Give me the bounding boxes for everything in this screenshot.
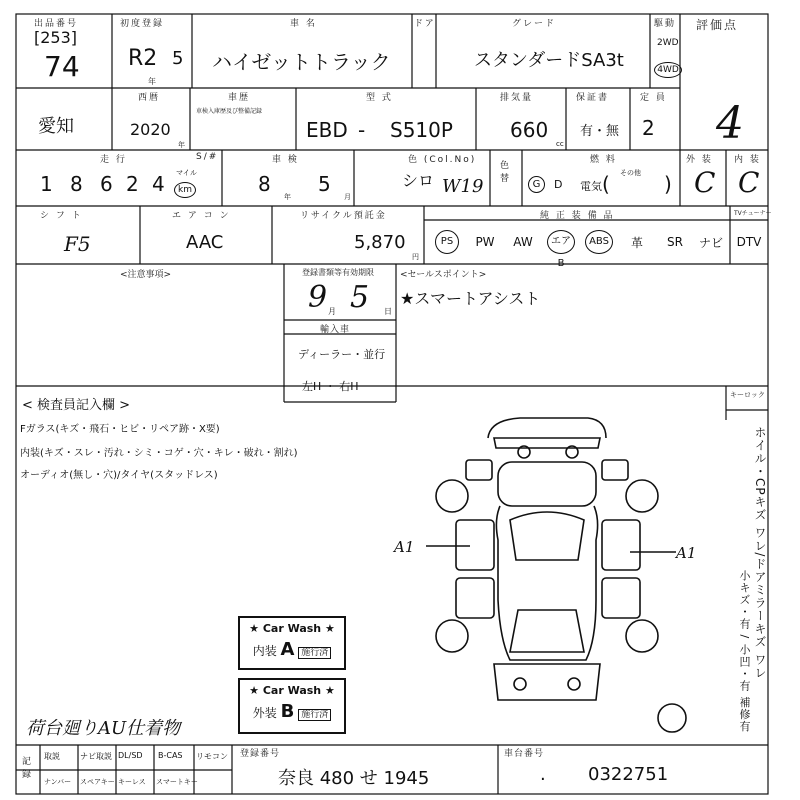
car-wash-exterior-grade: B xyxy=(280,701,295,722)
color-change-label: 色替 xyxy=(500,161,510,184)
exterior-value: C xyxy=(694,166,716,199)
deadline-month-unit: 月 xyxy=(328,307,336,316)
inspector-line-1: Fガラス(キズ・飛石・ヒビ・リペア跡・X要) xyxy=(20,424,220,435)
capacity-value: 2 xyxy=(642,116,655,140)
inspector-handwritten-note: 荷台廻りAU仕着物 xyxy=(26,718,181,739)
recycle-fee-label: リサイクル預託金 xyxy=(300,211,387,221)
handwritten-score: 4 xyxy=(716,98,744,149)
deadline-day: 5 xyxy=(350,280,370,315)
fuel-d: D xyxy=(554,178,563,191)
car-wash-badge: ★ Car Wash ★ xyxy=(249,622,335,635)
color-code-handwritten: W19 xyxy=(442,176,484,197)
interior-value: C xyxy=(738,166,760,199)
year-unit: 年 xyxy=(178,141,185,149)
shift-label: シ フ ト xyxy=(40,211,83,221)
mileage-digit-2: 8 xyxy=(70,172,83,196)
equipment-navi: ナビ xyxy=(698,235,723,250)
color-label: 色 (Col.No) xyxy=(408,155,477,165)
diagram-mark-right: A1 xyxy=(676,544,697,562)
plate-value: 奈良 480 せ 1945 xyxy=(278,768,430,789)
option-remote: リモコン xyxy=(196,752,228,761)
fuel-paren-close: ) xyxy=(664,172,672,196)
shaken-month-unit: 月 xyxy=(344,193,351,201)
footer-row-label: 記録 xyxy=(22,757,32,780)
sales-label: <セールスポイント> xyxy=(400,270,487,280)
aircon-value: AAC xyxy=(186,232,224,253)
option-keyless: キーレス xyxy=(118,778,146,786)
right-vertical-note-2: 小キズ・有 / 小凹・有 補修有 xyxy=(738,570,751,733)
history-note: 車検入庫歴及び整備記録 xyxy=(196,108,263,115)
mileage-digit-1: 1 xyxy=(40,172,53,196)
lot-code: [253] xyxy=(34,28,78,47)
lot-label: 出品番号 xyxy=(34,19,79,29)
equipment-leather: 革 xyxy=(630,235,643,250)
option-spare-key: スペアキー xyxy=(80,778,115,786)
recycle-fee-unit: 円 xyxy=(412,253,419,261)
grade-label: グレード xyxy=(512,19,557,29)
car-wash-badge-2: ★ Car Wash ★ xyxy=(249,684,335,697)
drive-2wd: 2WD xyxy=(657,38,679,48)
inspection-value: 有・無 xyxy=(580,124,620,139)
car-wash-exterior-stamp xyxy=(238,678,346,734)
car-wash-interior-stamp xyxy=(238,616,346,670)
car-wash-interior-grade: A xyxy=(280,639,295,660)
fuel-elec: 電気 xyxy=(580,180,602,193)
key-lock-label: キーロック xyxy=(730,391,765,399)
year-label: 西暦 xyxy=(138,93,161,103)
car-wash-exterior-word: 外装 xyxy=(252,706,277,720)
deadline-day-unit: 日 xyxy=(384,307,392,316)
diagram-mark-left: A1 xyxy=(394,538,415,556)
inspector-line-2: 内装(キズ・スレ・汚れ・シミ・コゲ・穴・キレ・破れ・割れ) xyxy=(20,448,298,459)
recycle-fee-value: 5,870 xyxy=(354,232,406,253)
mileage-digit-5: 4 xyxy=(152,172,165,196)
type-label: 型 式 xyxy=(366,93,393,103)
fuel-g: G xyxy=(528,176,545,193)
displacement-label: 排気量 xyxy=(500,93,534,103)
displacement-value: 660 xyxy=(510,118,549,142)
right-vertical-note-1: ホイル・CPキズ ワレ/ドアミラーキズ ワレ xyxy=(753,426,767,680)
mileage-unit-mile: マイル xyxy=(176,169,197,177)
chassis-label: 車台番号 xyxy=(504,749,545,759)
shift-value: F5 xyxy=(64,232,91,256)
shaken-year-unit: 年 xyxy=(284,193,291,201)
chassis-value: 0322751 xyxy=(588,764,669,785)
capacity-label: 定 員 xyxy=(640,93,667,103)
mileage-label: 走 行 xyxy=(100,155,127,165)
lot-number: 74 xyxy=(44,50,80,83)
fuel-paren-open: ( xyxy=(602,172,610,196)
car-diagram xyxy=(426,418,686,732)
inspection-label: 保証書 xyxy=(576,93,610,103)
aircon-label: エ ア コ ン xyxy=(172,211,231,221)
option-dl-sd: DL/SD xyxy=(118,751,143,760)
equipment-extra-label: TVチューナー xyxy=(734,210,772,217)
deadline-month: 9 xyxy=(308,280,328,315)
inspector-line-3: オーディオ(無し・穴)/タイヤ(スタッドレス) xyxy=(20,470,218,481)
import-steering: 左H ・ 右H xyxy=(302,380,359,393)
option-bcas: B-CAS xyxy=(158,751,183,760)
caution-label: <注意事項> xyxy=(120,270,172,280)
interior-label: 内 装 xyxy=(734,155,761,165)
shaken-month: 5 xyxy=(318,172,331,196)
equipment-airbag: エアB xyxy=(542,224,580,260)
equipment-abs: ABS xyxy=(580,224,618,260)
equipment-aw: AW xyxy=(513,235,533,249)
color-value: シロ xyxy=(402,171,435,190)
mileage-digit-3: 6 xyxy=(100,172,113,196)
car-wash-interior-word: 内装 xyxy=(252,644,277,658)
equipment-sr: SR xyxy=(667,235,683,249)
equipment-pw: PW xyxy=(475,235,495,249)
shaken-label: 車 検 xyxy=(272,155,299,165)
import-dealer: ディーラー・並行 xyxy=(298,348,386,361)
history-label: 車歴 xyxy=(228,93,251,103)
grade-name: スタンダードSA3t xyxy=(474,50,624,71)
sales-point: ★スマートアシスト xyxy=(400,289,541,308)
first-reg-era: R2 xyxy=(128,46,158,71)
first-reg-label: 初度登録 xyxy=(120,19,165,29)
plate-label: 登録番号 xyxy=(240,749,281,759)
exterior-label: 外 装 xyxy=(686,155,713,165)
inspector-title: < 検査員記入欄 > xyxy=(22,398,131,413)
first-reg-month: 5 xyxy=(172,48,184,69)
recycle-label: S/# xyxy=(196,152,219,162)
chassis-dot: . xyxy=(540,764,546,785)
import-label: 輸入車 xyxy=(320,325,351,335)
option-smart-key: スマートキー xyxy=(156,778,198,786)
mileage-digit-4: 2 xyxy=(126,172,139,196)
deadline-label: 登録書類等有効期限 xyxy=(302,268,374,277)
mileage-unit-km: km xyxy=(174,182,196,198)
option-navi-manual: ナビ取説 xyxy=(80,752,112,761)
fuel-label: 燃 料 xyxy=(590,155,617,165)
equipment-label: 純 正 装 備 品 xyxy=(540,211,615,221)
model-label: 車 名 xyxy=(290,19,317,29)
shaken-year: 8 xyxy=(258,172,271,196)
drive-4wd: 4WD xyxy=(654,62,682,78)
displacement-unit: cc xyxy=(556,140,564,148)
door-label: ドア xyxy=(414,19,436,29)
score-label: 評価点 xyxy=(696,18,739,32)
type-code: S510P xyxy=(390,118,453,142)
equipment-dtv: DTV xyxy=(736,235,762,249)
type-prefix: EBD xyxy=(306,118,348,142)
year-value: 2020 xyxy=(130,120,171,139)
type-dash: - xyxy=(358,118,366,142)
car-wash-exterior-done: 施行済 xyxy=(298,709,331,721)
option-manual: 取説 xyxy=(44,752,60,761)
model-name: ハイゼットトラック xyxy=(212,50,391,74)
drive-label: 駆動 xyxy=(654,19,677,29)
first-reg-unit: 年 xyxy=(148,77,156,86)
fuel-other: その他 xyxy=(620,169,641,177)
region: 愛知 xyxy=(38,116,74,137)
option-number: ナンバー xyxy=(44,778,72,786)
car-wash-interior-done: 施行済 xyxy=(298,647,331,659)
equipment-ps: PS xyxy=(428,224,466,260)
